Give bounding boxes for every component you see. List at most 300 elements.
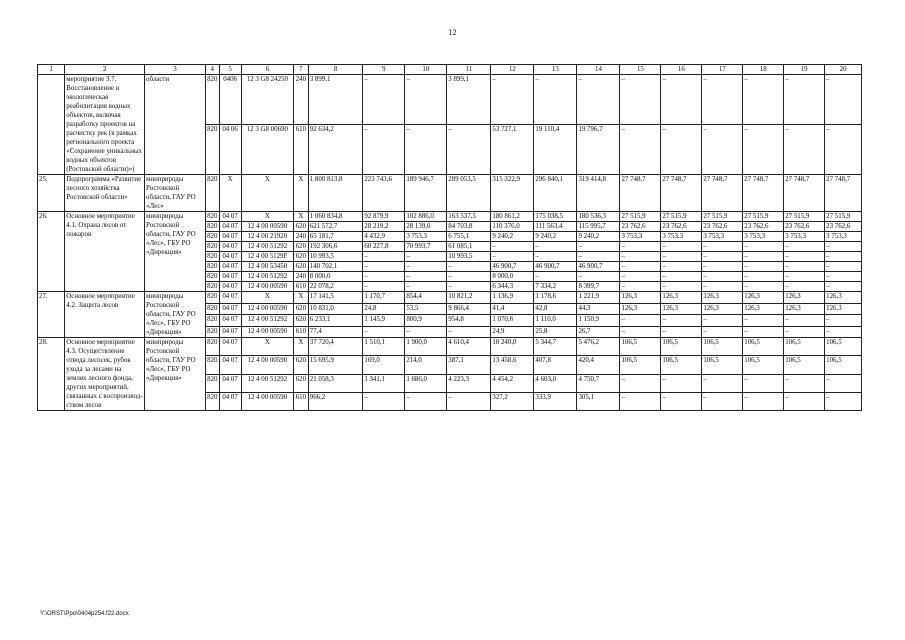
program-name-cell: Основное мероприятие 4.3. Осуществление отвода лесосек, рубок ухода за лесами на землях лесного фонда, других мероприятий, связанных с воспроизвод-ством лесов — [65, 338, 145, 411]
amount-cell: 163 537,5 — [447, 212, 491, 222]
budget-code-cell: 04 07 — [219, 338, 241, 356]
amount-cell: – — [363, 392, 405, 410]
amount-cell: 23 762,6 — [661, 222, 702, 232]
amount-cell: 102 886,0 — [405, 212, 447, 222]
amount-cell: 126,3 — [702, 292, 743, 304]
amount-cell: 106,5 — [620, 356, 661, 374]
table-row — [38, 292, 862, 304]
amount-cell: 333,9 — [534, 392, 577, 410]
column-number-header: 19 — [784, 65, 825, 75]
amount-cell: 10 831,0 — [308, 303, 363, 315]
amount-cell: – — [363, 282, 405, 292]
budget-code-cell: 04 07 — [219, 282, 241, 292]
budget-code-cell: 610 — [294, 326, 309, 338]
amount-cell: 296 840,1 — [534, 175, 577, 212]
budget-code-cell: 12 4 00 00590 — [241, 282, 293, 292]
amount-cell: 189 946,7 — [405, 175, 447, 212]
column-number-header: 8 — [308, 65, 363, 75]
amount-cell: 19 110,4 — [534, 125, 577, 175]
amount-cell: 60 227,8 — [363, 242, 405, 252]
table-row — [38, 338, 862, 356]
amount-cell: 327,2 — [491, 392, 534, 410]
amount-cell: – — [743, 262, 784, 272]
amount-cell: – — [447, 326, 491, 338]
amount-cell: 27 515,9 — [702, 212, 743, 222]
amount-cell: 8 000,0 — [491, 272, 534, 282]
amount-cell: 27 515,9 — [743, 212, 784, 222]
budget-code-cell: 620 — [294, 242, 309, 252]
amount-cell: – — [702, 252, 743, 262]
amount-cell: 27 515,9 — [661, 212, 702, 222]
column-number-row — [38, 65, 862, 75]
footer-file-path: Y:\ORST\Ppo\0404p254.f22.docx — [40, 611, 129, 617]
executor-cell: минприроды Ростовской области, ГАУ РО «Лес», ГБУ РО «Дирекция» — [145, 292, 206, 338]
amount-cell: 24,9 — [491, 326, 534, 338]
budget-code-cell: 820 — [205, 292, 219, 304]
budget-code-cell: 820 — [205, 303, 219, 315]
budget-code-cell: 04 07 — [219, 222, 241, 232]
amount-cell: 27 748,7 — [784, 175, 825, 212]
budget-code-cell: 04 07 — [219, 242, 241, 252]
budget-code-cell: Х — [219, 175, 241, 212]
amount-cell: 84 703,8 — [447, 222, 491, 232]
budget-code-cell: Х — [241, 338, 293, 356]
amount-cell: – — [661, 392, 702, 410]
amount-cell: – — [743, 315, 784, 327]
amount-cell: – — [577, 242, 620, 252]
amount-cell: 27 515,9 — [825, 212, 862, 222]
budget-code-cell: Х — [294, 212, 309, 222]
amount-cell: 126,3 — [784, 303, 825, 315]
amount-cell: – — [743, 75, 784, 125]
amount-cell: – — [447, 392, 491, 410]
amount-cell: – — [825, 282, 862, 292]
column-number-header: 11 — [447, 65, 491, 75]
amount-cell: – — [825, 252, 862, 262]
amount-cell: 106,5 — [743, 338, 784, 356]
budget-code-cell: Х — [241, 175, 293, 212]
budget-code-cell: 04 07 — [219, 272, 241, 282]
amount-cell: 10 993,5 — [447, 252, 491, 262]
amount-cell: 106,5 — [784, 356, 825, 374]
amount-cell: 387,1 — [447, 356, 491, 374]
amount-cell: – — [534, 272, 577, 282]
amount-cell: 106,5 — [702, 338, 743, 356]
budget-code-cell: 820 — [205, 356, 219, 374]
amount-cell: 140 702,1 — [308, 262, 363, 272]
amount-cell: 126,3 — [620, 303, 661, 315]
amount-cell: 126,3 — [825, 292, 862, 304]
budget-code-cell: 04 07 — [219, 374, 241, 392]
budget-code-cell: 04 06 — [219, 125, 241, 175]
amount-cell: – — [661, 374, 702, 392]
amount-cell: 41,4 — [491, 303, 534, 315]
budget-code-cell: 820 — [205, 175, 219, 212]
amount-cell: 3 753,3 — [784, 232, 825, 242]
budget-code-cell: 12 4 00 00590 — [241, 392, 293, 410]
budget-code-cell: 820 — [207, 283, 218, 290]
amount-cell: – — [743, 282, 784, 292]
amount-cell: 106,5 — [743, 356, 784, 374]
amount-cell: 27 748,7 — [620, 175, 661, 212]
budget-code-cell: 620 — [294, 315, 309, 327]
amount-cell: – — [825, 125, 862, 175]
budget-code-cell: 620 — [294, 374, 309, 392]
amount-cell: 1 686,0 — [405, 374, 447, 392]
amount-cell: 315 322,9 — [491, 175, 534, 212]
amount-cell: 192 306,6 — [308, 242, 363, 252]
amount-cell: – — [743, 125, 784, 175]
amount-cell: 407,8 — [534, 356, 577, 374]
budget-code-cell: 820 — [205, 315, 219, 327]
amount-cell: – — [702, 374, 743, 392]
column-number-header: 15 — [620, 65, 661, 75]
amount-cell: – — [405, 282, 447, 292]
program-name-cell: Основное мероприятие 4.1. Охрана лесов от пожаров — [65, 212, 145, 292]
budget-code-cell: 12 3 G8 24250 — [241, 75, 293, 125]
amount-cell: 106,5 — [661, 338, 702, 356]
amount-cell: 53 727,1 — [491, 125, 534, 175]
amount-cell: 106,5 — [825, 356, 862, 374]
amount-cell: – — [702, 315, 743, 327]
amount-cell: 126,3 — [743, 292, 784, 304]
amount-cell: 9 240,2 — [577, 232, 620, 242]
amount-cell: 106,5 — [825, 338, 862, 356]
amount-cell: – — [743, 392, 784, 410]
amount-cell: – — [702, 262, 743, 272]
amount-cell: 17 141,5 — [308, 292, 363, 304]
amount-cell: 180 861,2 — [491, 212, 534, 222]
amount-cell: 106,5 — [784, 338, 825, 356]
amount-cell: – — [577, 252, 620, 262]
amount-cell: – — [620, 125, 661, 175]
budget-code-cell: 04 07 — [219, 232, 241, 242]
amount-cell: – — [447, 272, 491, 282]
amount-cell: – — [661, 315, 702, 327]
amount-cell: – — [825, 374, 862, 392]
budget-code-cell: 620 — [294, 303, 309, 315]
amount-cell: 1 341,1 — [363, 374, 405, 392]
amount-cell: 1 145,9 — [363, 315, 405, 327]
amount-cell: – — [784, 374, 825, 392]
amount-cell: – — [743, 252, 784, 262]
budget-code-cell: 12 4 00 21920 — [241, 232, 293, 242]
amount-cell: 1 136,9 — [491, 292, 534, 304]
amount-cell: – — [784, 315, 825, 327]
program-name-cell: Подпрограмма «Развитие лесного хозяйства Ростовской области» — [65, 175, 145, 212]
amount-cell: 3 753,3 — [620, 232, 661, 242]
amount-cell: – — [702, 125, 743, 175]
budget-code-cell: 620 — [294, 252, 309, 262]
amount-cell: – — [491, 75, 534, 125]
amount-cell: 4 454,2 — [491, 374, 534, 392]
budget-code-cell: 820 — [207, 263, 218, 270]
amount-cell: 6 755,1 — [447, 232, 491, 242]
amount-cell: – — [702, 75, 743, 125]
column-number-header: 4 — [205, 65, 219, 75]
budget-code-cell: 04 07 — [219, 292, 241, 304]
amount-cell: 420,4 — [577, 356, 620, 374]
amount-cell: 115 995,7 — [577, 222, 620, 232]
column-number-header: 14 — [577, 65, 620, 75]
amount-cell: 106,5 — [661, 356, 702, 374]
amount-cell: 1 178,6 — [534, 292, 577, 304]
amount-cell: 8 000,0 — [308, 272, 363, 282]
amount-cell: 110 376,0 — [491, 222, 534, 232]
column-number-header: 1 — [38, 65, 65, 75]
amount-cell: – — [825, 392, 862, 410]
amount-cell: 18 240,0 — [491, 338, 534, 356]
amount-cell: 92 634,2 — [308, 125, 363, 175]
budget-code-cell: 04 07 — [219, 392, 241, 410]
amount-cell: – — [743, 272, 784, 282]
budget-code-cell: 820 — [205, 125, 219, 175]
amount-cell: 9 240,2 — [534, 232, 577, 242]
budget-code-cell: 12 3 G8 00690 — [241, 125, 293, 175]
row-number-cell: 25. — [38, 175, 65, 212]
amount-cell: – — [661, 272, 702, 282]
amount-cell: 106,5 — [702, 356, 743, 374]
amount-cell: – — [534, 242, 577, 252]
budget-code-cell: 04 07 — [219, 356, 241, 374]
amount-cell: 126,3 — [784, 292, 825, 304]
amount-cell: 289 053,5 — [447, 175, 491, 212]
budget-code-cell: 620 — [294, 222, 309, 232]
budget-code-cell: 610 — [294, 282, 309, 292]
amount-cell: – — [405, 75, 447, 125]
column-number-header: 18 — [743, 65, 784, 75]
amount-cell: – — [577, 75, 620, 125]
amount-cell: 319 414,8 — [577, 175, 620, 212]
amount-cell: 28 219,2 — [363, 222, 405, 232]
amount-cell: 46 900,7 — [534, 262, 577, 272]
amount-cell: 23 762,6 — [825, 222, 862, 232]
budget-code-cell: 240 — [294, 232, 309, 242]
amount-cell: – — [620, 272, 661, 282]
amount-cell: 28 139,0 — [405, 222, 447, 232]
budget-code-cell: 820 — [207, 253, 218, 260]
amount-cell: – — [743, 242, 784, 252]
budget-code-cell: 12 4 00 51292 — [241, 272, 293, 282]
column-number-header: 17 — [702, 65, 743, 75]
amount-cell: – — [405, 326, 447, 338]
amount-cell: 1 110,0 — [534, 315, 577, 327]
budget-table — [37, 64, 862, 411]
amount-cell: – — [825, 272, 862, 282]
amount-cell: 954,8 — [447, 315, 491, 327]
amount-cell: – — [363, 272, 405, 282]
amount-cell: – — [661, 282, 702, 292]
amount-cell: 9 866,4 — [447, 303, 491, 315]
amount-cell: 77,4 — [308, 326, 363, 338]
amount-cell: 21 058,3 — [308, 374, 363, 392]
budget-code-cell: 240 — [294, 272, 309, 282]
amount-cell: 1 221,9 — [577, 292, 620, 304]
amount-cell: – — [661, 262, 702, 272]
amount-cell: – — [661, 125, 702, 175]
amount-cell: – — [825, 242, 862, 252]
amount-cell: 106,5 — [620, 338, 661, 356]
amount-cell: 23 762,6 — [702, 222, 743, 232]
column-number-header: 12 — [491, 65, 534, 75]
amount-cell: 3 899,1 — [447, 75, 491, 125]
amount-cell: 25,8 — [534, 326, 577, 338]
amount-cell: 126,3 — [702, 303, 743, 315]
budget-code-cell: Х — [294, 292, 309, 304]
amount-cell: 27 748,7 — [743, 175, 784, 212]
amount-cell: – — [784, 392, 825, 410]
amount-cell: 27 515,9 — [620, 212, 661, 222]
amount-cell: – — [620, 242, 661, 252]
amount-cell: 1 170,7 — [363, 292, 405, 304]
amount-cell: – — [620, 374, 661, 392]
amount-cell: – — [661, 242, 702, 252]
budget-code-cell: 820 — [207, 213, 218, 220]
amount-cell: 22 078,2 — [308, 282, 363, 292]
amount-cell: 46 900,7 — [577, 262, 620, 272]
column-number-header: 10 — [405, 65, 447, 75]
amount-cell: 3 753,3 — [702, 232, 743, 242]
budget-code-cell: 820 — [205, 392, 219, 410]
amount-cell: 7 334,2 — [534, 282, 577, 292]
amount-cell: – — [620, 252, 661, 262]
amount-cell: – — [702, 272, 743, 282]
amount-cell: 180 536,3 — [577, 212, 620, 222]
budget-code-cell: 12 4 00 00590 — [241, 326, 293, 338]
amount-cell: 19 796,7 — [577, 125, 620, 175]
amount-cell: – — [702, 392, 743, 410]
amount-cell: – — [447, 262, 491, 272]
amount-cell: – — [661, 75, 702, 125]
amount-cell: 3 899,1 — [308, 75, 363, 125]
amount-cell: 5 476,2 — [577, 338, 620, 356]
amount-cell: 8 399,7 — [577, 282, 620, 292]
budget-code-cell: 12 4 00 51292 — [241, 242, 293, 252]
amount-cell: 3 753,3 — [743, 232, 784, 242]
amount-cell: 9 240,2 — [491, 232, 534, 242]
amount-cell: 3 753,3 — [405, 232, 447, 242]
column-number-header: 13 — [534, 65, 577, 75]
amount-cell: 1 150,9 — [577, 315, 620, 327]
amount-cell: – — [405, 125, 447, 175]
amount-cell: 175 038,5 — [534, 212, 577, 222]
budget-code-cell: 620 — [294, 356, 309, 374]
budget-code-cell: Х — [294, 175, 309, 212]
column-number-header: 16 — [661, 65, 702, 75]
amount-cell: 223 743,6 — [363, 175, 405, 212]
column-number-header: 9 — [363, 65, 405, 75]
budget-code-cell: 0406 — [219, 75, 241, 125]
amount-cell: – — [825, 315, 862, 327]
amount-cell: – — [405, 272, 447, 282]
amount-cell: 1 900,0 — [405, 338, 447, 356]
budget-code-cell: 12 4 00 5129F — [241, 252, 293, 262]
budget-code-cell: 04 07 — [219, 212, 241, 222]
table-body — [38, 65, 862, 411]
budget-code-cell: 240 — [294, 75, 309, 125]
row-number-cell: 28. — [38, 338, 65, 411]
amount-cell: – — [534, 252, 577, 262]
amount-cell: – — [447, 282, 491, 292]
amount-cell: 53,5 — [405, 303, 447, 315]
amount-cell: 24,8 — [363, 303, 405, 315]
amount-cell: – — [702, 326, 743, 338]
budget-code-cell: 620 — [294, 262, 309, 272]
amount-cell: 169,0 — [363, 356, 405, 374]
amount-cell: 15 695,9 — [308, 356, 363, 374]
table-row — [38, 212, 862, 222]
amount-cell: 4 432,9 — [363, 232, 405, 242]
amount-cell: – — [784, 262, 825, 272]
amount-cell: – — [534, 75, 577, 125]
amount-cell: – — [784, 326, 825, 338]
amount-cell: 44,3 — [577, 303, 620, 315]
budget-code-cell: 12 4 00 51292 — [241, 315, 293, 327]
column-number-header: 20 — [825, 65, 862, 75]
budget-code-cell: 820 — [205, 326, 219, 338]
amount-cell: 126,3 — [620, 292, 661, 304]
amount-cell: 27 515,9 — [784, 212, 825, 222]
amount-cell: 6 344,3 — [491, 282, 534, 292]
amount-cell: – — [620, 315, 661, 327]
amount-cell: 27 748,7 — [825, 175, 862, 212]
row-number-cell: 26. — [38, 212, 65, 292]
amount-cell: 27 748,7 — [702, 175, 743, 212]
table-row — [38, 75, 862, 125]
budget-code-cell: 820 — [205, 338, 219, 356]
amount-cell: – — [363, 125, 405, 175]
amount-cell: 27 748,7 — [661, 175, 702, 212]
amount-cell: 854,4 — [405, 292, 447, 304]
amount-cell: 126,3 — [661, 303, 702, 315]
amount-cell: 10 993,5 — [308, 252, 363, 262]
table-row — [38, 175, 862, 212]
amount-cell: – — [577, 272, 620, 282]
executor-cell: минприроды Ростовской области, ГАУ РО «Лес», ГБУ РО «Дирекция» — [145, 338, 206, 411]
executor-cell: области — [145, 75, 206, 175]
amount-cell: – — [620, 75, 661, 125]
row-number-cell — [38, 75, 65, 175]
amount-cell: 61 085,1 — [447, 242, 491, 252]
amount-cell: 65 181,7 — [308, 232, 363, 242]
amount-cell: 4 750,7 — [577, 374, 620, 392]
budget-code-cell: 820 — [205, 75, 219, 125]
amount-cell: – — [743, 326, 784, 338]
budget-code-cell: 04 07 — [219, 262, 241, 272]
program-name-cell: мероприятие 3.7. Восстановление и экологическая реабилитация водных объектов, включая разработку проектов на расчистку рек (в рамках регионального проекта «Сохранение уникальных водных объектов (Ростовской области)») — [65, 75, 145, 175]
amount-cell: 1 800 813,8 — [308, 175, 363, 212]
amount-cell: 4 610,4 — [447, 338, 491, 356]
amount-cell: 10 821,2 — [447, 292, 491, 304]
budget-code-cell: 610 — [294, 392, 309, 410]
budget-code-cell: 04 07 — [219, 303, 241, 315]
page-number: 12 — [448, 28, 457, 37]
amount-cell: 800,9 — [405, 315, 447, 327]
budget-code-cell: 12 4 00 51292 — [241, 374, 293, 392]
amount-cell: 37 720,4 — [308, 338, 363, 356]
amount-cell: 70 993,7 — [405, 242, 447, 252]
executor-cell: минприроды Ростовской области, ГАУ РО «Лес» — [145, 175, 206, 212]
budget-code-cell: 04 07 — [219, 315, 241, 327]
amount-cell: – — [363, 326, 405, 338]
budget-code-cell: Х — [241, 212, 293, 222]
amount-cell: – — [405, 262, 447, 272]
budget-code-cell: 610 — [294, 125, 309, 175]
amount-cell: – — [447, 125, 491, 175]
amount-cell: – — [363, 252, 405, 262]
amount-cell: 126,3 — [661, 292, 702, 304]
amount-cell: 26,7 — [577, 326, 620, 338]
